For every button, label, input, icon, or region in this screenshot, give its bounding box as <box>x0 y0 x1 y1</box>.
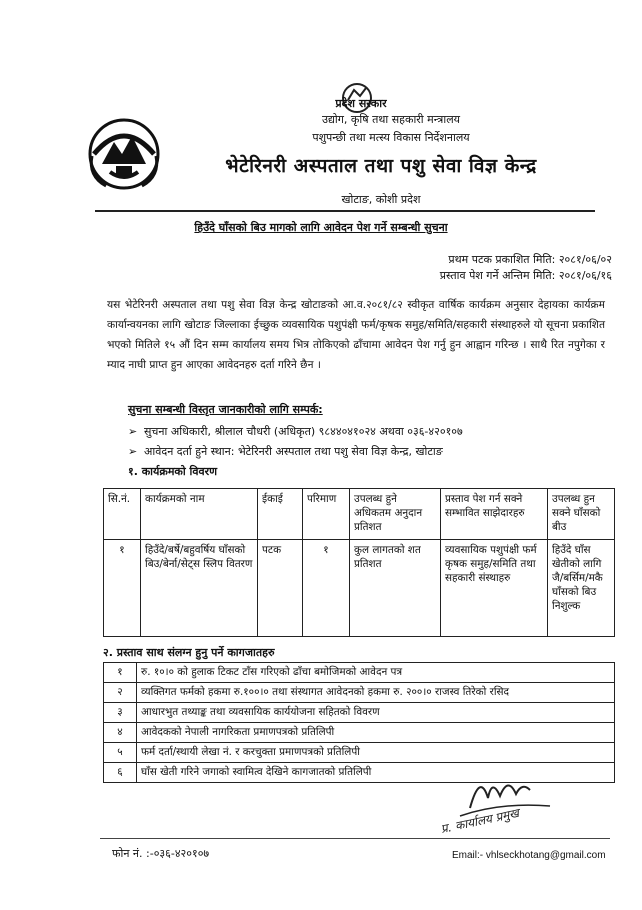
header-province: प्रदेश सरकार <box>335 97 387 110</box>
footer-phone: फोन नं. :-०३६-४२०१०७ <box>112 847 210 860</box>
row-number: ६ <box>104 763 137 783</box>
header-ministry: उद्योग, कृषि तथा सहकारी मन्त्रालय <box>321 113 461 126</box>
row-text: आवेदकको नेपाली नागरिकता प्रमाणपत्रको प्रतिलिपी <box>137 723 615 743</box>
row-number: ४ <box>104 723 137 743</box>
header-divider <box>95 210 595 212</box>
footer-divider <box>100 838 610 839</box>
header-location: खोटाङ, कोशी प्रदेश <box>341 193 421 206</box>
row-text: फर्म दर्ता/स्थायी लेखा नं. र करचुक्ता प्रमाणपत्रको प्रतिलिपी <box>137 743 615 763</box>
row-number: २ <box>104 683 137 703</box>
footer-email: Email:- vhlseckhotang@gmail.com <box>452 850 606 861</box>
table-cell: कुल लागतको शत प्रतिशत <box>350 540 441 637</box>
header-directorate: पशुपन्छी तथा मत्स्य विकास निर्देशनालय <box>312 131 470 144</box>
table-cell: व्यवसायिक पशुपंक्षी फर्म कृषक समुह/समिति तथा सहकारी संस्थाहरु <box>441 540 548 637</box>
table-header-row <box>104 489 615 540</box>
first-published-date: प्रथम पटक प्रकाशित मिति: २०८१/०६/०२ <box>448 253 612 266</box>
table-row <box>104 663 615 683</box>
row-number: १ <box>104 663 137 683</box>
page-title: भेटेरिनरी अस्पताल तथा पशु सेवा विज्ञ केन्द्र <box>225 155 537 177</box>
contact-item: ➢ आवेदन दर्ता हुने स्थान: भेटेरिनरी अस्पताल तथा पशु सेवा विज्ञ केन्द्र, खोटाङ <box>128 445 443 458</box>
documents-table <box>103 662 615 783</box>
table-cell: हिउँदे/बर्षे/बहुवर्षिय घाँसको बिउ/बेर्ना/सेट्स स्लिप वितरण <box>141 540 258 637</box>
row-text: घाँस खेती गरिने जगाको स्वामित्व देखिने कागजातको प्रतिलिपी <box>137 763 615 783</box>
row-number: ५ <box>104 743 137 763</box>
row-number: ३ <box>104 703 137 723</box>
column-header: ईकाई <box>258 489 303 540</box>
column-header: प्रस्ताव पेश गर्न सक्ने सम्भावित साझेदारहरु <box>441 489 548 540</box>
column-header: सि.नं. <box>104 489 141 540</box>
row-text: आधारभुत तथ्याङ्क तथा व्यवसायिक कार्ययोजना सहितको विवरण <box>137 703 615 723</box>
table-row <box>104 683 615 703</box>
program-section-heading: १. कार्यक्रमको विवरण <box>128 465 218 478</box>
table-cell: पटक <box>258 540 303 637</box>
program-table <box>103 488 615 637</box>
contact-item: ➢ सुचना अधिकारी, श्रीलाल चौधरी (अधिकृत) ९८४४०४१०२४ अथवा ०३६-४२०१०७ <box>128 425 463 438</box>
column-header: उपलब्ध हुन सक्ने घाँसको बीउ <box>548 489 615 540</box>
signature-title: प्र. कार्यालय प्रमुख <box>439 805 521 837</box>
notice-subject: हिउँदे घाँसको बिउ मागको लागि आवेदन पेश गर्ने सम्बन्धी सुचना <box>194 221 448 234</box>
table-row <box>104 540 615 637</box>
contact-heading: सुचना सम्बन्धी विस्तृत जानकारीको लागि सम्पर्क: <box>128 403 323 416</box>
notice-body: यस भेटेरिनरी अस्पताल तथा पशु सेवा विज्ञ केन्द्र खोटाङको आ.व.२०८१/८२ स्वीकृत वार्षिक कार्यक्रम अनुसार देहायका कार्यक्रम कार्यान्वयनका लागि खोटाङ जिल्लाका ईच्छुक व्यवसायिक पशुपंक्षी फर्म/कृषक समुह/समिति/सहकारी संस्थाहरुले यो सूचना प्रकाशित भएको मितिले १५ औं दिन सम्म कार्यालय समय भित्र तोकिएको ढाँचामा आवेदन पेश गर्नु हुन आह्वान गरिन्छ । साथै रित नपुगेका र म्याद नाघी प्राप्त हुन आएका आवेदनहरु दर्ता गरिने छैन । <box>107 299 605 371</box>
arrow-bullet-icon: ➢ <box>128 445 138 458</box>
column-header: परिमाण <box>303 489 350 540</box>
row-text: व्यक्तिगत फर्मको हकमा रु.१००।० तथा संस्थागत आवेदनको हकमा रु. २००।० राजस्व तिरेको रसिद <box>137 683 615 703</box>
table-row <box>104 723 615 743</box>
row-text: रु. १०।० को हुलाक टिकट टाँस गरिएको ढाँचा बमोजिमको आवेदन पत्र <box>137 663 615 683</box>
docs-section-heading: २. प्रस्ताव साथ संलग्न हुनु पर्ने कागजातहरु <box>103 646 275 659</box>
table-row <box>104 743 615 763</box>
table-cell: १ <box>104 540 141 637</box>
arrow-bullet-icon: ➢ <box>128 425 138 438</box>
column-header: कार्यक्रमको नाम <box>141 489 258 540</box>
table-cell: हिउँदे घाँस खेतीको लागि जै/बर्सिम/मकै घाँसको बिउ निशुल्क <box>548 540 615 637</box>
last-submission-date: प्रस्ताव पेश गर्ने अन्तिम मिति: २०८१/०६/१६ <box>439 269 612 282</box>
table-row <box>104 703 615 723</box>
table-cell: १ <box>303 540 350 637</box>
column-header: उपलब्ध हुने अधिकतम अनुदान प्रतिशत <box>350 489 441 540</box>
